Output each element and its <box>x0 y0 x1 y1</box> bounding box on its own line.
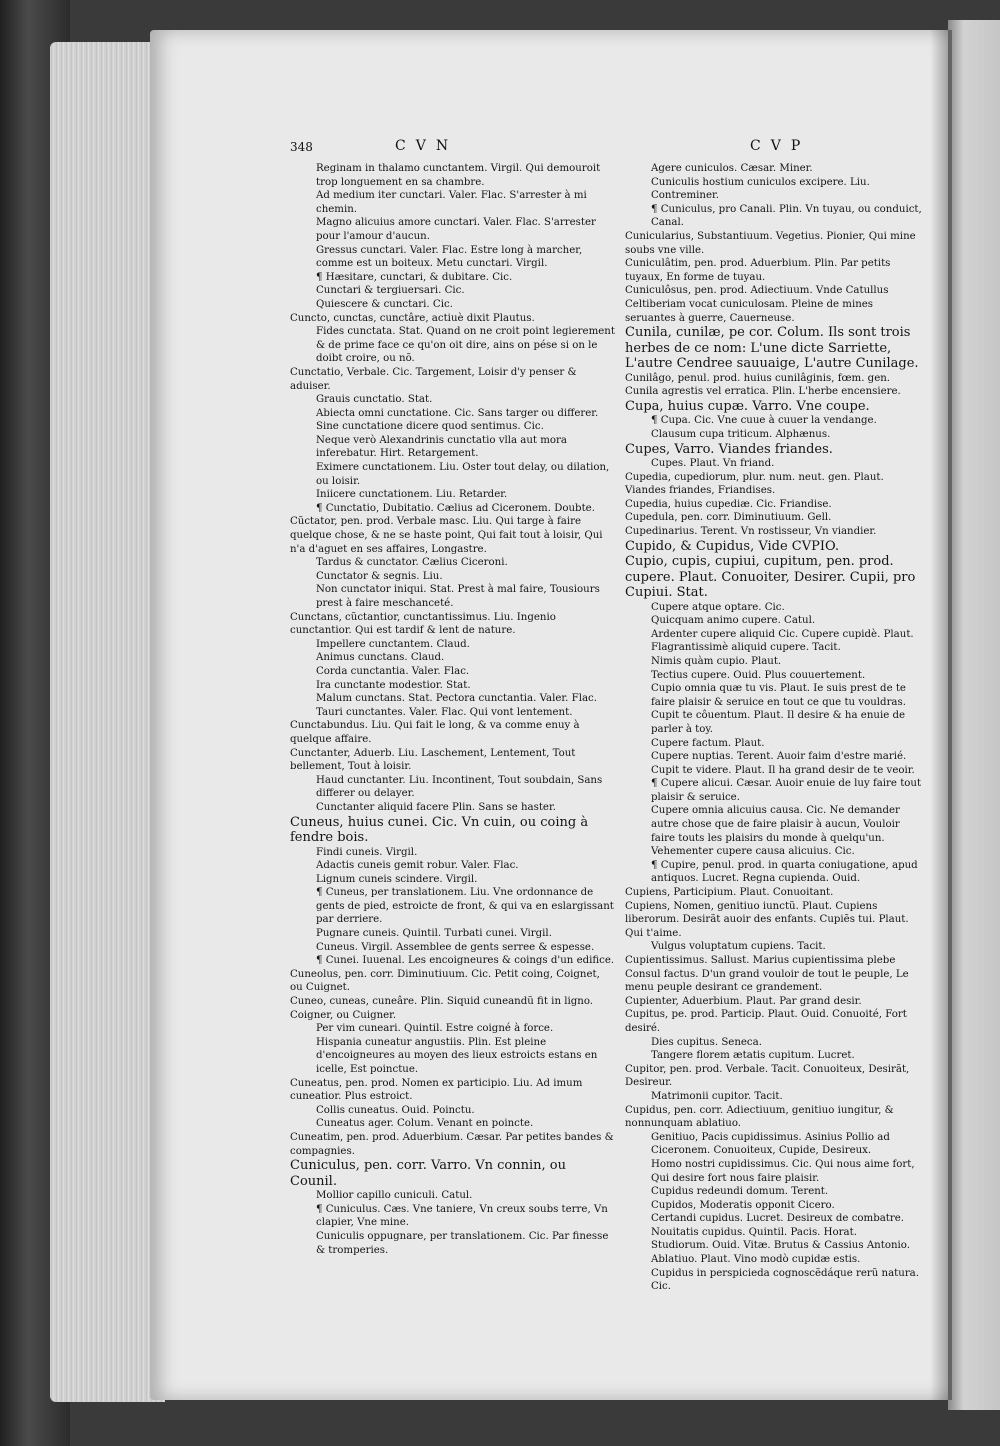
dictionary-entry: Cupido, & Cupidus, Vide CVPIO. <box>625 538 840 554</box>
dictionary-entry: Neque verò Alexandrinis cunctatio vlla aut mora inferebatur. Hirt. Retargement. <box>316 434 567 460</box>
dictionary-entry: Haud cunctanter. Liu. Incontinent, Tout soubdain, Sans differer ou delayer. <box>316 774 603 800</box>
dictionary-entry: Genitiuo, Pacis cupidissimus. Asinius Pollio ad Ciceronem. Conuoiteux, Cupide, Desireux. <box>651 1131 890 1157</box>
dictionary-entry: Cunicularius, Substantiuum. Vegetius. Pionier, Qui mine soubs vne ville. <box>625 230 916 256</box>
dictionary-entry: Cuneolus, pen. corr. Diminutiuum. Cic. Petit coing, Coignet, ou Cuignet. <box>290 968 600 994</box>
dictionary-entry: Cuneatus, pen. prod. Nomen ex participio. Liu. Ad imum cuneatior. Plus estroict. <box>290 1077 583 1103</box>
dictionary-entry: Cupedia, huius cupediæ. Cic. Friandise. <box>625 498 832 510</box>
dictionary-entry: Collis cuneatus. Ouid. Poinctu. <box>316 1104 475 1116</box>
dictionary-entry: Mollior capillo cuniculi. Catul. <box>316 1190 473 1202</box>
dictionary-entry: Nouitatis cupidus. Quintil. Pacis. Horat. <box>651 1226 857 1238</box>
dictionary-entry: ¶ Cunei. Iuuenal. Les encoigneures & coings d'un edifice. <box>316 955 615 967</box>
dictionary-entry: Eximere cunctationem. Liu. Oster tout delay, ou dilation, ou loisir. <box>316 462 610 487</box>
dictionary-entry: Cupes. Plaut. Vn friand. <box>651 458 775 469</box>
dictionary-entry: Flagrantissimè aliquid cupere. Tacit. <box>651 642 841 654</box>
right-page-edge <box>948 20 1000 1410</box>
page-edges <box>50 42 165 1402</box>
running-head-right: CVP <box>750 138 811 154</box>
dictionary-entry: ¶ Hæsitare, cunctari, & dubitare. Cic. <box>316 271 513 283</box>
dictionary-entry: ¶ Cupire, penul. prod. in quarta coniugatione, apud antiquos. Lucret. Regna cupienda. Ouid. <box>651 859 918 885</box>
dictionary-entry: Impellere cunctantem. Claud. <box>316 638 470 650</box>
dictionary-entry: Per vim cuneari. Quintil. Estre coigné à force. <box>316 1023 554 1035</box>
dictionary-entry: Cupa, huius cupæ. Varro. Vne coupe. <box>625 398 870 414</box>
dictionary-entry: Cuniculis oppugnare, per translationem. Cic. Par finesse & tromperies. <box>316 1230 609 1256</box>
dictionary-entry: Cupidus in perspicieda cognoscẽdáque rerũ natura. Cic. <box>651 1267 919 1293</box>
dictionary-entry: Cupit te videre. Plaut. Il ha grand desir de te veoir. <box>651 764 915 776</box>
dictionary-entry: Tectius cupere. Ouid. Plus couuertement. <box>651 669 866 681</box>
dictionary-entry: Cupio, cupis, cupiui, cupitum, pen. prod. cupere. Plaut. Conuoiter, Desirer. Cupii, pro Cupiui. Stat. <box>625 554 916 601</box>
dictionary-entry: Reginam in thalamo cunctantem. Virgil. Qui demouroit trop longuement en sa chambre. <box>316 163 601 188</box>
dictionary-entry: ¶ Cuniculus. Cæs. Vne taniere, Vn creux soubs terre, Vn clapier, Vne mine. <box>316 1203 608 1229</box>
dictionary-entry: Cupidus redeundi domum. Terent. <box>651 1186 829 1198</box>
dictionary-entry: Clausum cupa triticum. Alphænus. <box>651 428 831 440</box>
dictionary-entry: Nimis quàm cupio. Plaut. <box>651 655 782 667</box>
dictionary-entry: Cunctanter aliquid facere Plin. Sans se haster. <box>316 801 556 813</box>
dictionary-entry: Cuneus, huius cunei. Cic. Vn cuin, ou coing à fendre bois. <box>290 814 589 845</box>
dictionary-entry: Cuneo, cuneas, cuneâre. Plin. Siquid cuneandũ fit in ligno. Coigner, ou Cuigner. <box>290 996 594 1021</box>
dictionary-entry: Matrimonii cupitor. Tacit. <box>651 1090 783 1102</box>
dictionary-entry: Cupedia, cupediorum, plur. num. neut. gen. Plaut. Viandes friandes, Friandises. <box>625 471 884 497</box>
dictionary-entry: Cuncto, cunctas, cunctâre, actiuè dixit Plautus. <box>290 312 535 324</box>
dictionary-entry: Cupere omnia alicuius causa. Cic. Ne demander autre chose que de faire plaisir à aucun, Vouloir faire touts les plaisirs du monde à quelqu'un. <box>651 805 900 844</box>
dictionary-entry: Cunctabundus. Liu. Qui fait le long, & va comme enuy à quelque affaire. <box>290 720 580 745</box>
dictionary-entry: Cunilâgo, penul. prod. huius cunilâginis, fœm. gen. Cunila agrestis vel erratica. Plin. L'herbe encensiere. <box>625 372 901 398</box>
dictionary-entry: Certandi cupidus. Lucret. Desireux de combatre. <box>651 1213 905 1225</box>
dictionary-entry: Cuniculâtim, pen. prod. Aduerbium. Plin. Par petits tuyaux, En forme de tuyau. <box>625 258 891 283</box>
dictionary-entry: Cunctans, cũctantior, cunctantissimus. Liu. Ingenio cunctantior. Qui est tardif & lent de nature. <box>290 611 556 637</box>
dictionary-entry: Vulgus voluptatum cupiens. Tacit. <box>651 941 826 953</box>
dictionary-entry: Lignum cuneis scindere. Virgil. <box>316 873 478 885</box>
dictionary-entry: Cupidus, pen. corr. Adiectiuum, genitiuo iungitur, & nonnunquam ablatiuo. <box>625 1104 894 1130</box>
dictionary-entry: Grauis cunctatio. Stat. <box>316 394 433 406</box>
dictionary-entry: Dies cupitus. Seneca. <box>651 1036 762 1048</box>
dictionary-entry: Ardenter cupere aliquid Cic. Cupere cupidè. Plaut. <box>651 628 914 640</box>
dictionary-entry: ¶ Cupere alicui. Cæsar. Auoir enuie de luy faire tout plaisir & seruice. <box>651 778 922 803</box>
dictionary-entry: Cuniculis hostium cuniculos excipere. Liu. Contreminer. <box>651 176 870 202</box>
dictionary-entry: Cupere atque optare. Cic. <box>651 601 785 613</box>
dictionary-entry: Magno alicuius amore cunctari. Valer. Flac. S'arrester pour l'amour d'aucun. <box>316 217 596 242</box>
dictionary-entry: Tauri cunctantes. Valer. Flac. Qui vont lentement. <box>316 706 573 718</box>
dictionary-entry: Malum cunctans. Stat. Pectora cunctantia. Valer. Flac. <box>316 693 597 705</box>
dictionary-entry: Tardus & cunctator. Cælius Ciceroni. <box>316 557 508 569</box>
dictionary-entry: Cupienter, Aduerbium. Plaut. Par grand desir. <box>625 995 862 1007</box>
dictionary-entry: Gressus cunctari. Valer. Flac. Estre long à marcher, comme est un boiteux. Metu cunctari. Virgil. <box>316 244 583 270</box>
gutter-shadow <box>930 30 952 1400</box>
dictionary-entry: Cupes, Varro. Viandes friandes. <box>625 441 833 457</box>
right-column <box>625 162 925 1294</box>
dictionary-entry: Ira cunctante modestior. Stat. <box>316 679 471 691</box>
dictionary-entry: Cupientissimus. Sallust. Marius cupientissima plebe Consul factus. D'un grand vouloir de tout le peuple, Le menu peuple desirant ce grandement. <box>625 955 909 994</box>
dictionary-entry: Cupit te côuentum. Plaut. Il desire & ha enuie de parler à toy. <box>651 710 906 735</box>
dictionary-entry: Cupiens, Participium. Plaut. Conuoitant. <box>625 887 834 899</box>
dictionary-entry: Cunila, cunilæ, pe cor. Colum. Ils sont trois herbes de ce nom: L'une dicte Sarriette, L'autre Cendree sauuaige, L'autre Cunilage. <box>625 325 919 372</box>
dictionary-entry: Tangere florem ætatis cupitum. Lucret. <box>651 1050 855 1062</box>
dictionary-entry: Non cunctator iniqui. Stat. Prest à mal faire, Tousiours prest à faire meschanceté. <box>316 584 600 609</box>
dictionary-entry: Cuneatim, pen. prod. Aduerbium. Cæsar. Par petites bandes & compagnies. <box>290 1131 614 1157</box>
dictionary-entry: Homo nostri cupidissimus. Cic. Qui nous aime fort, Qui desire fort nous faire plaisir. <box>651 1158 915 1184</box>
dictionary-entry: Iniicere cunctationem. Liu. Retarder. <box>316 489 508 501</box>
dictionary-entry: Adactis cuneis gemit robur. Valer. Flac. <box>316 860 519 872</box>
dictionary-entry: Abiecta omni cunctatione. Cic. Sans targer ou differer. <box>316 407 599 419</box>
dictionary-entry: Agere cuniculos. Cæsar. Miner. <box>651 163 813 174</box>
dictionary-entry: Quicquam animo cupere. Catul. <box>651 615 816 627</box>
dictionary-entry: Sine cunctatione dicere quod sentimus. Cic. <box>316 421 544 433</box>
dictionary-entry: Cupere nuptias. Terent. Auoir faim d'estre marié. <box>651 751 907 763</box>
dictionary-entry: Animus cunctans. Claud. <box>316 652 445 664</box>
dictionary-entry: ¶ Cunctatio, Dubitatio. Cælius ad Ciceronem. Doubte. <box>316 502 595 514</box>
dictionary-entry: Findi cuneis. Virgil. <box>316 846 418 858</box>
dictionary-entry: Cunctanter, Aduerb. Liu. Laschement, Lentement, Tout bellement, Tout à loisir. <box>290 747 576 773</box>
dictionary-entry: Studiorum. Ouid. Vitæ. Brutus & Cassius Antonio. <box>651 1240 910 1252</box>
dictionary-entry: Cupio omnia quæ tu vis. Plaut. Ie suis prest de te faire plaisir & seruice en tout ce que tu vouldras. <box>651 683 906 708</box>
dictionary-entry: Cunctari & tergiuersari. Cic. <box>316 285 465 297</box>
dictionary-entry: Cuneatus ager. Colum. Venant en poincte. <box>316 1118 534 1130</box>
dictionary-entry: Ablatiuo. Plaut. Vino modò cupidæ estis. <box>651 1254 861 1266</box>
dictionary-entry: ¶ Cupa. Cic. Vne cuue à cuuer la vendange. <box>651 415 877 427</box>
dictionary-entry: Corda cunctantia. Valer. Flac. <box>316 665 470 677</box>
dictionary-entry: Hispania cuneatur angustiis. Plin. Est pleine d'encoigneures au moyen des lieux estroicts estans en icelle, Est poinctue. <box>316 1036 598 1075</box>
page-header <box>290 138 940 158</box>
dictionary-entry: Cupidos, Moderatis opponit Cicero. <box>651 1199 835 1211</box>
dictionary-entry: Cupedula, pen. corr. Diminutiuum. Gell. <box>625 512 832 524</box>
left-column <box>290 162 615 1257</box>
dictionary-entry: Fides cunctata. Stat. Quand on ne croit point legierement & de prime face ce qu'on oit dire, ains on pése si on le doibt croire, ou nõ. <box>316 326 615 365</box>
page-number: 348 <box>290 140 313 154</box>
running-head-left: CVN <box>395 138 459 154</box>
dictionary-entry: Ad medium iter cunctari. Valer. Flac. S'arrester à mi chemin. <box>316 190 587 215</box>
dictionary-entry: Cuneus. Virgil. Assemblee de gents serree & espesse. <box>316 941 595 953</box>
dictionary-entry: Pugnare cuneis. Quintil. Turbati cunei. Virgil. <box>316 928 552 940</box>
dictionary-entry: Cũctator, pen. prod. Verbale masc. Liu. Qui targe à faire quelque chose, & ne se haste point, Qui fait tout à loisir, Qui n'a d'aguet en ses affaires, Longastre. <box>290 516 603 555</box>
dictionary-entry: Cupiens, Nomen, genitiuo iunctũ. Plaut. Cupiens liberorum. Desirãt auoir des enfants. Cupiẽs tui. Plaut. Qui t'aime. <box>625 900 909 939</box>
dictionary-entry: Cupedinarius. Terent. Vn rostisseur, Vn viandier. <box>625 525 877 537</box>
dictionary-entry: Cuniculôsus, pen. prod. Adiectiuum. Vnde Catullus Celtiberiam vocat cuniculosam. Pleine de mines seruantes à guerre, Cauerneuse. <box>625 285 889 324</box>
dictionary-entry: ¶ Cuniculus, pro Canali. Plin. Vn tuyau, ou conduict, Canal. <box>651 203 922 229</box>
dictionary-entry: Cupitor, pen. prod. Verbale. Tacit. Conuoiteux, Desirãt, Desireur. <box>625 1063 910 1089</box>
dictionary-entry: Quiescere & cunctari. Cic. <box>316 298 453 310</box>
dictionary-entry: Cupitus, pe. prod. Particip. Plaut. Ouid. Conuoité, Fort desiré. <box>625 1009 907 1034</box>
dictionary-entry: Cuniculus, pen. corr. Varro. Vn connin, ou Counil. <box>290 1158 566 1189</box>
dictionary-entry: Cupere factum. Plaut. <box>651 737 765 749</box>
dictionary-entry: Cunctatio, Verbale. Cic. Targement, Loisir d'y penser & aduiser. <box>290 366 577 392</box>
dictionary-entry: Vehementer cupere causa alicuius. Cic. <box>651 846 855 858</box>
dictionary-entry: Cunctator & segnis. Liu. <box>316 570 443 582</box>
dictionary-entry: ¶ Cuneus, per translationem. Liu. Vne ordonnance de gents de pied, estroicte de front, & qui va en eslargissant par derriere. <box>316 887 614 926</box>
